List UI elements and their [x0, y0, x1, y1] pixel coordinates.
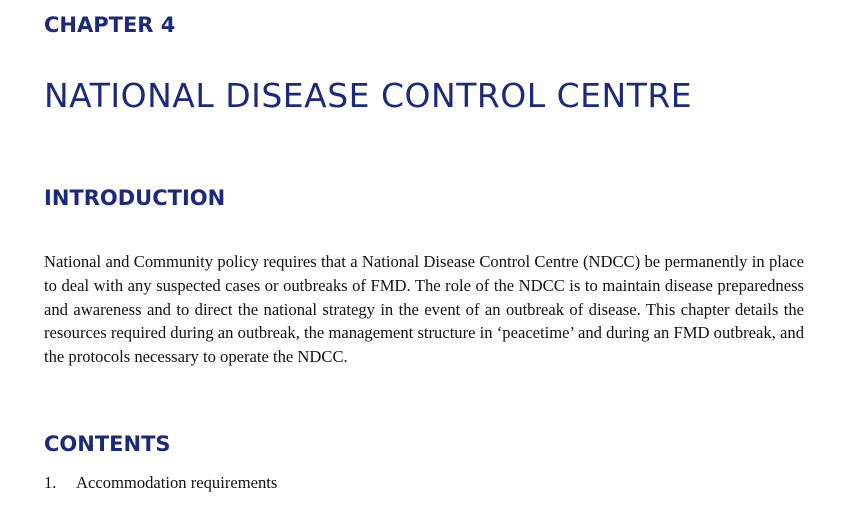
contents-item: [44, 471, 277, 495]
introduction-paragraph: National and Community policy requires that a National Disease Control Centre (NDCC) be permanently in place to deal with any suspected cases or outbreaks of FMD. The role of the NDCC is to maintain disease preparedness and awareness and to direct the national strategy in the event of an outbreak of disease. This chapter details the resources required during an outbreak, the management structure in ‘peacetime’ and during an FMD outbreak, and the protocols necessary to operate the NDCC.: [44, 252, 804, 367]
chapter-title: NATIONAL DISEASE CONTROL CENTRE: [44, 76, 693, 115]
contents-heading: CONTENTS: [44, 432, 171, 456]
chapter-label: CHAPTER 4: [44, 13, 176, 37]
introduction-heading: INTRODUCTION: [44, 186, 226, 210]
contents-list: [44, 471, 277, 495]
contents-item-number: 1.: [44, 473, 57, 492]
contents-item-label: Accommodation requirements: [76, 473, 278, 492]
